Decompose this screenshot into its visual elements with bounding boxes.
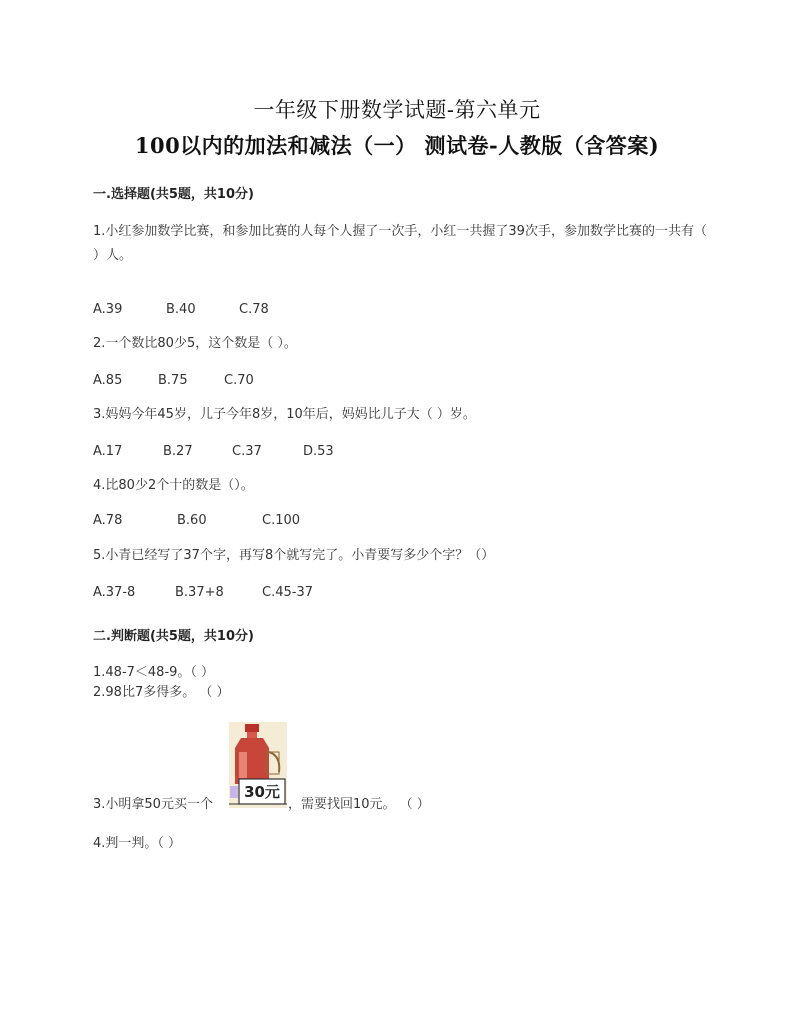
q1-4-option-c: C.100 <box>262 513 301 528</box>
question-2-4: 4.判一判。（ ） <box>93 836 182 851</box>
q1-5-option-c: C.45-37 <box>262 585 313 600</box>
q1-4-option-a: A.78 <box>93 513 123 528</box>
q1-3-option-a: A.17 <box>93 444 123 459</box>
q1-5-option-a: A.37-8 <box>93 585 136 600</box>
question-2-3-after: ，需要找回10元。 （ ） <box>288 797 430 812</box>
bottle-price-illustration <box>229 722 287 808</box>
q1-5-option-b: B.37+8 <box>175 585 224 600</box>
title-line-2: 100以内的加法和减法（一） 测试卷-人教版（含答案) <box>134 133 660 158</box>
q1-1-option-b: B.40 <box>166 302 196 317</box>
question-1-4: 4.比80少2个十的数是（）。 <box>93 478 254 493</box>
question-1-5: 5.小青已经写了37个字，再写8个就写完了。小青要写多少个字？（） <box>93 548 495 563</box>
title-line-1: 一年级下册数学试题-第六单元 <box>253 98 541 122</box>
q1-2-option-a: A.85 <box>93 373 123 388</box>
question-2-3-before: 3.小明拿50元买一个 <box>93 797 213 812</box>
q1-3-option-c: C.37 <box>232 444 262 459</box>
question-1-3: 3.妈妈今年45岁，儿子今年8岁，10年后，妈妈比儿子大（ ）岁。 <box>93 407 476 422</box>
question-2-1: 1.48-7＜48-9。（ ） <box>93 665 215 680</box>
q1-1-option-c: C.78 <box>239 302 269 317</box>
section-1-heading: 一.选择题(共5题，共10分) <box>93 187 254 202</box>
price-tag-text: 30元 <box>244 783 280 801</box>
section-2-heading: 二.判断题(共5题，共10分) <box>93 629 254 644</box>
bottle-icon <box>229 722 287 808</box>
question-1-1: 1.小红参加数学比赛，和参加比赛的人每个人握了一次手，小红一共握了39次手，参加数学比赛的一共有（ ）人。 <box>93 224 707 263</box>
q1-2-option-c: C.70 <box>224 373 254 388</box>
q1-3-option-d: D.53 <box>303 444 334 459</box>
question-1-2: 2.一个数比80少5，这个数是（ ）。 <box>93 336 297 351</box>
q1-4-option-b: B.60 <box>177 513 207 528</box>
q1-2-option-b: B.75 <box>158 373 188 388</box>
q1-3-option-b: B.27 <box>163 444 193 459</box>
q1-1-option-a: A.39 <box>93 302 123 317</box>
question-2-2: 2.98比7多得多。 （ ） <box>93 685 230 700</box>
